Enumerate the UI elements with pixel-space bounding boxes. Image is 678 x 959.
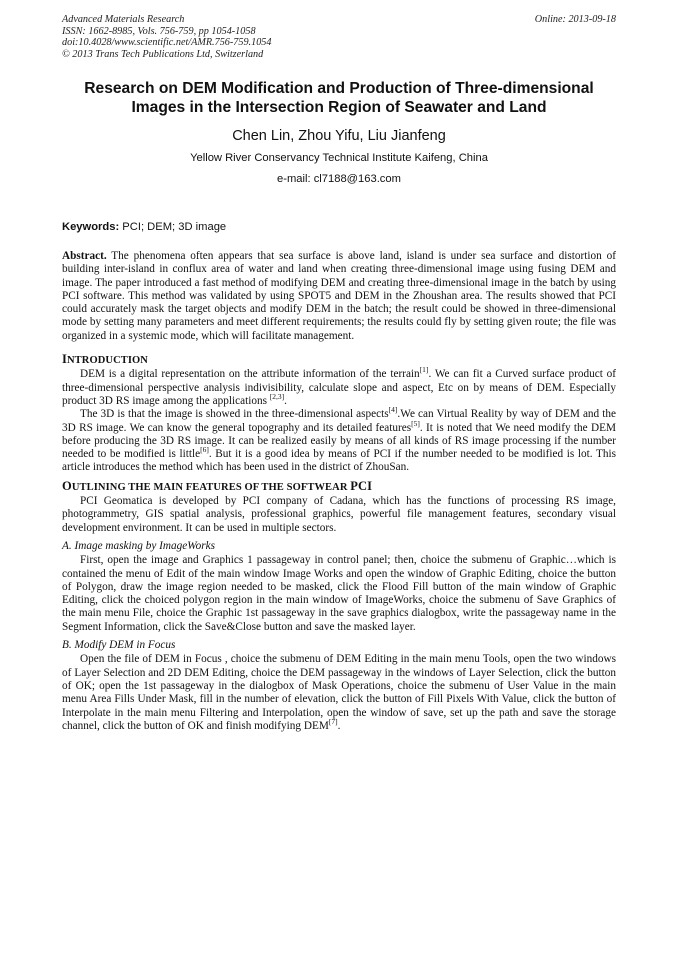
online-date: Online: 2013-09-18 bbox=[534, 14, 616, 25]
keywords-label: Keywords: bbox=[62, 221, 120, 233]
outline-paragraph: PCI Geomatica is developed by PCI company of Cadana, which has the functions of processing RS image, photogrammetry, GIS spatial analysis, professional graphics, powerful file management features, secondary visual development environment. It can be used in multiple sectors. bbox=[62, 495, 616, 534]
citation: [7] bbox=[328, 716, 338, 726]
abstract-text: The phenomena often appears that sea surface is above land, island is under sea surface and distortion of building inter-island in conflux area of water and land when creating three-dimensional image using fusing DEM and image. The paper introduced a fast method of modifying DEM and creating three-dimensional image in the batch by using PCI software. This method was validated by using SPOT5 and DEM in the Zhoushan area. The results showed that PCI could accurately mask the target objects and modify DEM in the batch; the result could be showed in three-dimensional mode by setting many parameters and meet different requirements; the results could fly by setting given route; the file was organized in a systemic mode, which will facilitate management. bbox=[62, 250, 616, 342]
abstract-label: Abstract. bbox=[62, 250, 107, 262]
keywords bbox=[62, 221, 616, 233]
title-line-2: Images in the Intersection Region of Seawater and Land bbox=[131, 98, 547, 116]
journal-name: Advanced Materials Research bbox=[62, 14, 185, 25]
issn-line: ISSN: 1662-8985, Vols. 756-759, pp 1054-1058 bbox=[62, 25, 256, 37]
citation: [2,3] bbox=[269, 391, 285, 401]
intro-paragraph-2: The 3D is that the image is showed in the three-dimensional aspects[4].We can Virtual Reality by way of DEM and the 3D RS image. We can know the general topography and its detailed features[5]. It is noted that We need modify the DEM before producing the 3D RS image. It can be realized easily by means of all kinds of RS image processing if the number needed to be modified is little[6]. But it is a good idea by means of PCI if the number needed to be modified is lot. This article introduces the method which has been used in the district of ZhouSan. bbox=[62, 405, 616, 474]
citation: [1] bbox=[419, 365, 429, 375]
section-heading-outline: OUTLINING THE MAIN FEATURES OF THE SOFTWEAR PCI bbox=[62, 478, 373, 493]
authors: Chen Lin, Zhou Yifu, Liu Jianfeng bbox=[232, 128, 446, 144]
subsection-heading-a: A. Image masking by ImageWorks bbox=[62, 539, 215, 552]
keywords-text: PCI; DEM; 3D image bbox=[119, 221, 227, 233]
section-heading-introduction: INTRODUCTION bbox=[62, 352, 148, 367]
doi-line: doi:10.4028/www.scientific.net/AMR.756-759.1054 bbox=[62, 37, 272, 49]
subsection-heading-b: B. Modify DEM in Focus bbox=[62, 639, 176, 652]
author-email: e-mail: cl7188@163.com bbox=[277, 173, 401, 185]
paper-title bbox=[62, 80, 616, 117]
citation: [5] bbox=[411, 418, 420, 428]
journal-header bbox=[62, 14, 616, 60]
section-a-paragraph: First, open the image and Graphics 1 passageway in control panel; then, choice the submenu of Graphic…which is contained the menu of Edit of the main window Image Works and open the window of Graphic Editing, choice the button of Polygon, draw the image region needed to be masked, click the Flood Fill button of the main window of Graphic Editing, click the choiced polygon region in the main window of ImageWorks, choice the submenu of Save Graphics of the main menu File, choice the Graphic 1st passageway in the save graphics dialogbox, write the passageway name in the Segment Information, click the Save&Close button and save the masked layer. bbox=[62, 554, 616, 633]
title-line-1: Research on DEM Modification and Production of Three-dimensional bbox=[84, 80, 594, 97]
paper-body bbox=[62, 250, 616, 733]
citation: [4] bbox=[388, 405, 398, 415]
section-b-paragraph: Open the file of DEM in Focus , choice the submenu of DEM Editing in the main menu Tools, open the two windows of Layer Selection and 2D DEM Editing, choice the DEM passageway in the windows of Layer Selection, click the button of OK; open the 1st passageway in the dialogbox of Mask Operations, choice the submenu of User Value in the main menu Area Fills Under Mask, fill in the number of elevation, click the button of Fill Pixels With Value, click the button of Interpolate in the main menu Filtering and Interpolation, open the window of save, set up the path and save the storage channel, click the button of OK and finish modifying DEM[7]. bbox=[62, 653, 616, 732]
affiliation: Yellow River Conservancy Technical Institute Kaifeng, China bbox=[190, 152, 488, 164]
intro-paragraph-1: DEM is a digital representation on the attribute information of the terrain[1]. We can fit a Curved surface product of three-dimensional perspective analysis indivisibility, calculate slope and aspect, Etc on by means of DEM. Especially product 3D RS image among the applications [2,3]. bbox=[62, 365, 616, 407]
copyright-line: © 2013 Trans Tech Publications Ltd, Switzerland bbox=[62, 48, 264, 60]
abstract bbox=[62, 250, 616, 343]
citation: [6] bbox=[200, 445, 209, 455]
